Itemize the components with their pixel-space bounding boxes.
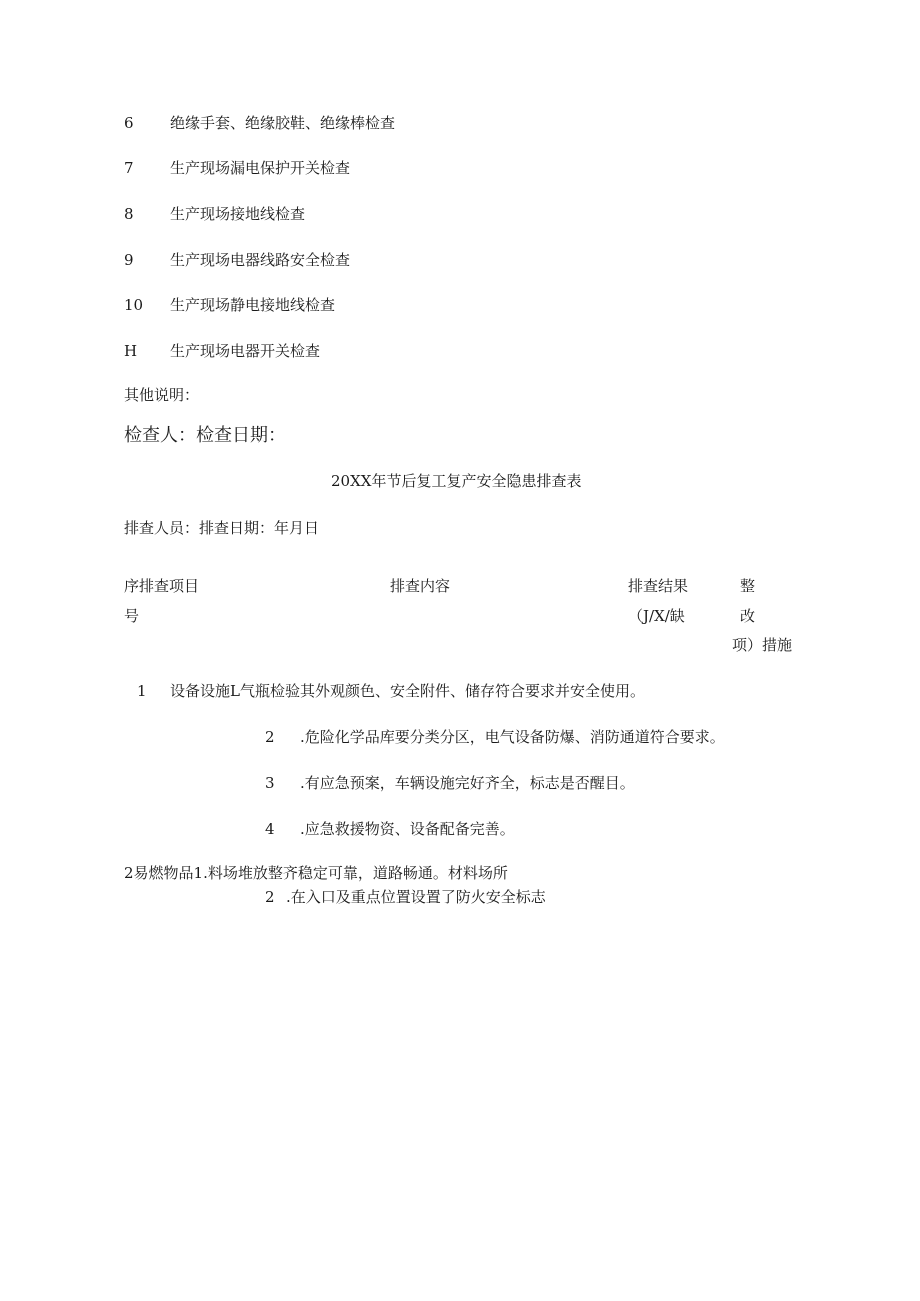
header-result-codes: （J/X/缺 xyxy=(628,607,685,625)
header-rectify-1: 整 xyxy=(740,577,756,595)
item-text: 生产现场漏电保护开关检查 xyxy=(170,159,351,177)
row-number: 3 xyxy=(265,774,275,792)
row-text: .应急救援物资、设备配备完善。 xyxy=(300,820,515,838)
item-number: H xyxy=(124,342,138,360)
item-text: 生产现场电器线路安全检查 xyxy=(170,251,351,269)
item-number: 10 xyxy=(124,296,144,314)
item-text: 绝缘手套、绝缘胶鞋、绝缘棒检查 xyxy=(170,114,396,132)
row-text: 2易燃物品1.料场堆放整齐稳定可靠，道路畅通。材料场所 xyxy=(124,864,508,882)
header-seq-num: 号 xyxy=(124,607,140,625)
header-rectify-3: 项）措施 xyxy=(732,636,793,654)
item-number: 9 xyxy=(124,251,134,269)
other-notes-label: 其他说明： xyxy=(124,386,200,404)
header-content: 排查内容 xyxy=(390,577,451,595)
form-title: 20XX年节后复工复产安全隐患排查表 xyxy=(331,472,582,490)
item-text: 生产现场接地线检查 xyxy=(170,205,306,223)
row-text: 设备设施L气瓶检验其外观颜色、安全附件、储存符合要求并安全使用。 xyxy=(170,682,645,700)
item-number: 8 xyxy=(124,205,134,223)
item-number: 7 xyxy=(124,159,134,177)
investigator-line: 排查人员：排查日期：年月日 xyxy=(124,519,320,537)
item-text: 生产现场静电接地线检查 xyxy=(170,296,336,314)
header-seq-project: 序排查项目 xyxy=(124,577,200,595)
row-text: .有应急预案，车辆设施完好齐全，标志是否醒目。 xyxy=(300,774,635,792)
row-number: 2 xyxy=(265,728,275,746)
header-rectify-2: 改 xyxy=(740,607,756,625)
row-text: .在入口及重点位置设置了防火安全标志 xyxy=(286,888,546,906)
row-number: 2 xyxy=(265,888,275,906)
item-text: 生产现场电器开关检查 xyxy=(170,342,321,360)
item-number: 6 xyxy=(124,114,134,132)
row-number: 1 xyxy=(137,682,147,700)
row-number: 4 xyxy=(265,820,275,838)
row-text: .危险化学品库要分类分区，电气设备防爆、消防通道符合要求。 xyxy=(300,728,725,746)
header-result: 排查结果 xyxy=(628,577,689,595)
inspector-line: 检查人：检查日期： xyxy=(124,425,286,446)
